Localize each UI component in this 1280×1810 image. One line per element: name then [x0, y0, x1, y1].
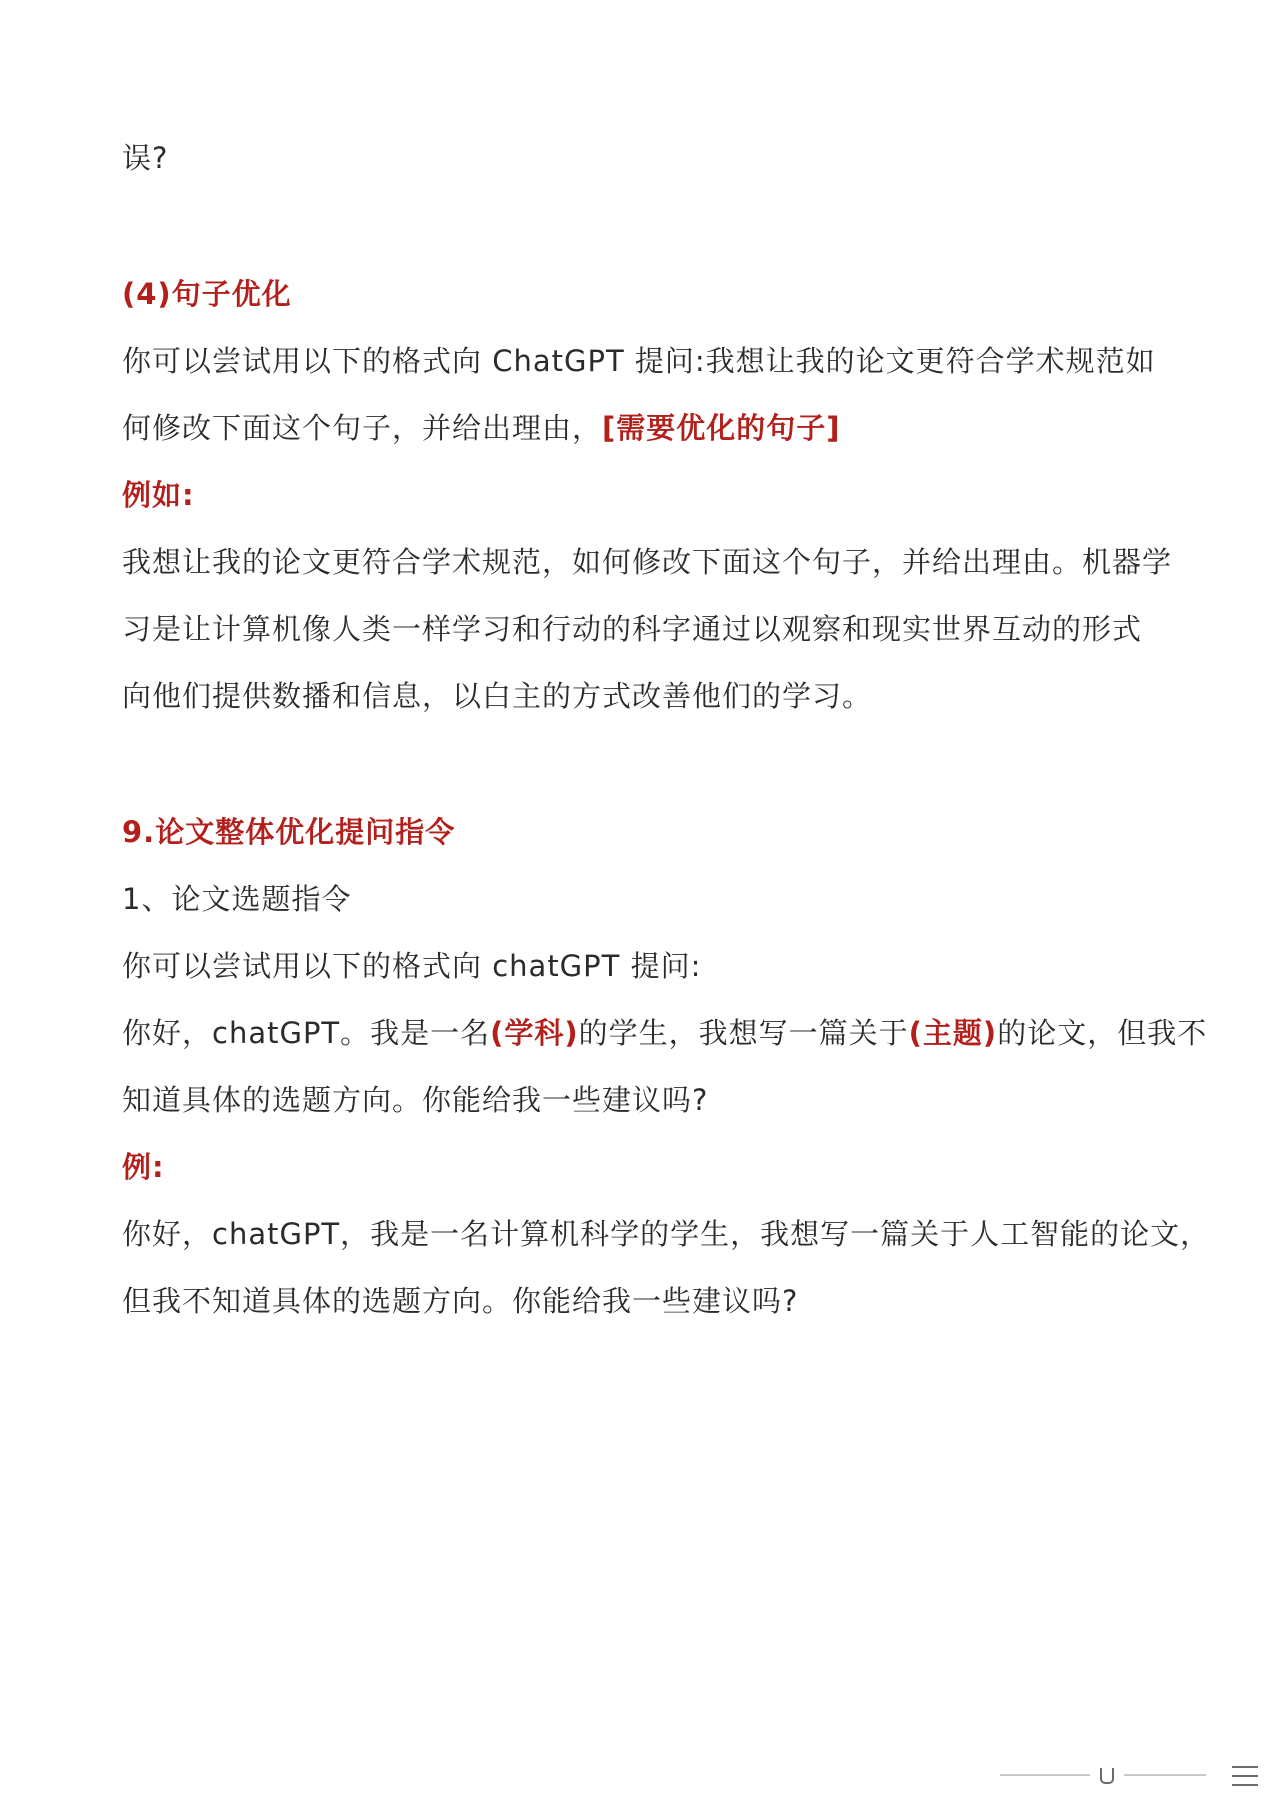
example-line-3: 向他们提供数播和信息，以白主的方式改善他们的学习。: [122, 679, 873, 713]
instruction-line-3: 你可以尝试用以下的格式向 chatGPT 提问:: [122, 949, 702, 983]
instruction-line-2: 何修改下面这个句子，并给出理由，[需要优化的句子]: [122, 411, 841, 445]
paragraph-continuation: 误?: [122, 141, 169, 175]
instruction-line-1: 你可以尝试用以下的格式向 ChatGPT 提问:我想让我的论文更符合学术规范如: [122, 344, 1156, 378]
example-label: 例如:: [122, 478, 195, 512]
example-line-1: 我想让我的论文更符合学术规范，如何修改下面这个句子，并给出理由。机器学: [122, 545, 1173, 579]
example-line-5: 但我不知道具体的选题方向。你能给我一些建议吗?: [122, 1284, 799, 1318]
template-line-2: 知道具体的选题方向。你能给我一些建议吗?: [122, 1083, 709, 1117]
placeholder-topic: (主题): [908, 1016, 998, 1050]
section-heading-overall-optimization: 9.论文整体优化提问指令: [122, 815, 456, 849]
menu-icon[interactable]: [1232, 1764, 1258, 1788]
subsection-title-topic-selection: 1、论文选题指令: [122, 882, 352, 916]
toolbar-divider: [1000, 1774, 1090, 1776]
page-indicator-icon: [1100, 1768, 1114, 1784]
template-line-1: 你好，chatGPT。我是一名(学科)的学生，我想写一篇关于(主题)的论文，但我不: [122, 1016, 1208, 1050]
section-heading-sentence-optimization: (4)句子优化: [122, 277, 292, 311]
placeholder-subject: (学科): [490, 1016, 579, 1050]
toolbar-divider: [1124, 1774, 1206, 1776]
example-line-4: 你好，chatGPT，我是一名计算机科学的学生，我想写一篇关于人工智能的论文，: [122, 1217, 1211, 1251]
page-toolbar: [1000, 1756, 1270, 1802]
example-label-2: 例:: [122, 1150, 165, 1184]
placeholder-sentence: [需要优化的句子]: [602, 411, 841, 445]
example-line-2: 习是让计算机像人类一样学习和行动的科字通过以观察和现实世界互动的形式: [122, 612, 1143, 646]
